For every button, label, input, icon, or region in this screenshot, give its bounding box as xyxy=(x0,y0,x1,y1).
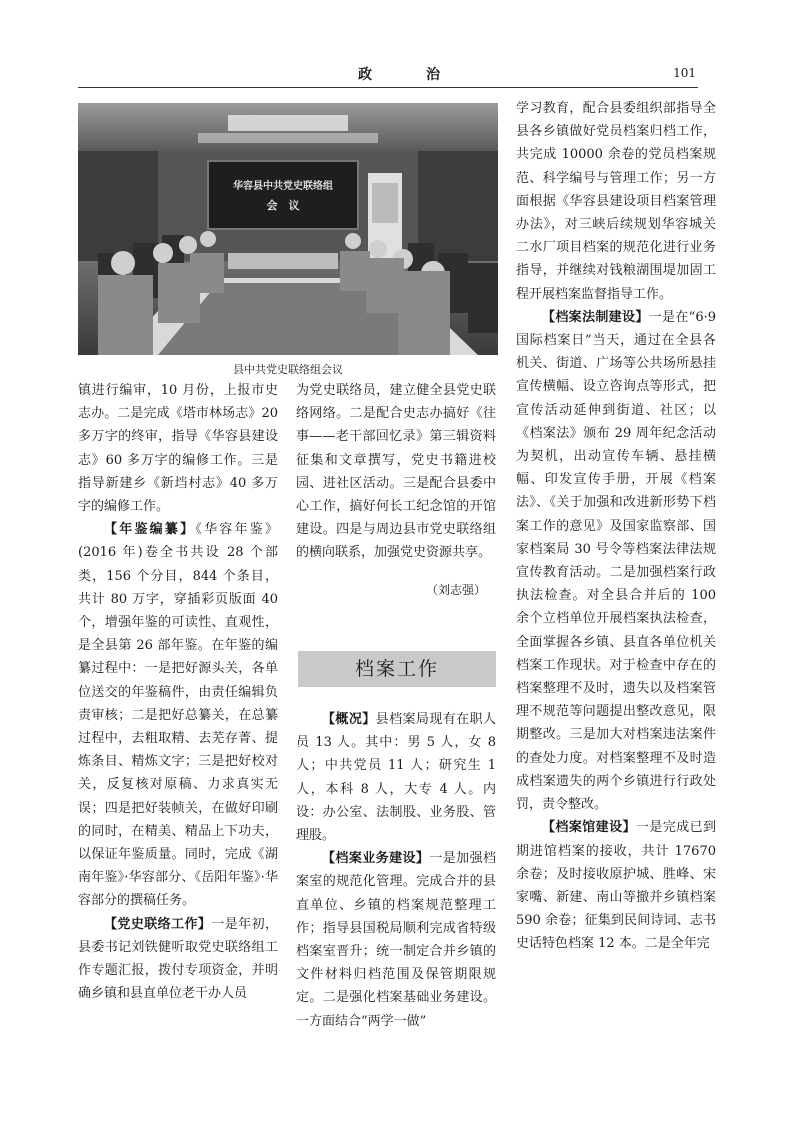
author-signature: （刘志强） xyxy=(425,582,486,597)
photo-banner-line-2: 会 议 xyxy=(266,199,300,212)
text-column-1 xyxy=(78,379,278,1005)
paragraph-text: 《华容年鉴》(2016 年)卷全书共设 28 个部类，156 个分目，844 个条目，共计 80 万字，穿插彩页版面 40 个，增强年鉴的可读性、直观性，是全县第 26 部年鉴。在年鉴的编纂过程中：一是把好源头关，各单位送交的年鉴稿件，由责任编辑负责审核；二是把好总纂关，在总纂过程中，去粗取精、去芜存菁、提炼条目、精炼文字；三是把好校对关，反复核对原稿、力求真实无误；四是把好装帧关，在做好印刷的同时，在精美、精品上下功夫，以保证年鉴质量。同时，完成《湖南年鉴》·华容部分、《岳阳年鉴》·华容部分的撰稿任务。 xyxy=(78,522,278,909)
paragraph-yearbook xyxy=(78,518,278,912)
paragraph-text: 一是在“6·9 国际档案日”当天，通过在全县各机关、街道、广场等公共场所悬挂宣传横幅、设立咨询点等形式，把宣传活动延伸到街道、社区；以《档案法》颁布 29 周年纪念活动为契机，出动宣传车辆、悬挂横幅、印发宣传手册，开展《档案法》、《关于加强和改进新形势下档案工作的意见》及国家监察部、国家档案局 30 号令等档案法律法规宣传教育活动。二是加强档案行政执法检查。对全县合并后的 100 余个立档单位开展档案执法检查，全面掌握各乡镇、县直各单位机关档案工作现状。对于检查中存在的档案整理不及时，遗失以及档案管理不规范等问题提出整改意见，限期整改。三是加大对档案违法案件的查处力度。对档案整理不及时造成档案遗失的两个乡镇进行行政处罚，责令整改。 xyxy=(516,309,716,813)
text-column-2-bottom xyxy=(296,708,496,1033)
section-title-archives: 档案工作 xyxy=(298,651,496,687)
paragraph-archive-business xyxy=(296,847,496,1033)
photo-caption: 县中共党史联络组会议 xyxy=(233,363,343,376)
paragraph-archive-hall xyxy=(516,816,716,955)
paragraph-archive-law xyxy=(516,306,716,816)
paragraph: 为党史联络员，建立健全县党史联络网络。二是配合史志办搞好《往事——老干部回忆录》第三辑资料征集和文章撰写，党史书籍进校园、进社区活动。三是配合县委中心工作，搞好何长工纪念馆的开馆建设。四是与周边县市党史联络组的横向联系，加强党史资源共享。 xyxy=(296,383,496,561)
header-rule xyxy=(78,87,698,88)
paragraph-overview xyxy=(296,708,496,847)
photo-banner-line-1: 华容县中共党史联络组 xyxy=(233,181,333,192)
text-column-3 xyxy=(516,97,716,956)
paragraph: 镇进行编审，10 月份，上报市史志办。二是完成《塔市林场志》20 多万字的终审，指导《华容县建设志》60 多万字的编修工作。三是指导新建乡《新垱村志》40 多万字的编修工作。 xyxy=(78,383,278,515)
paragraph-party-history xyxy=(78,913,278,1006)
running-header xyxy=(78,60,698,86)
subheading-archive-hall: 【档案馆建设】 xyxy=(542,820,636,836)
paragraph-text: 一是年初，县委书记刘铁健听取党史联络组工作专题汇报，拨付专项资金，并明确乡镇和县直单位老干办人员 xyxy=(78,916,278,1002)
subheading-party-history: 【党史联络工作】 xyxy=(104,916,212,932)
subheading-overview: 【概况】 xyxy=(322,712,376,727)
paragraph-text: 一是加强档案室的规范化管理。完成合并的县直单位、乡镇的档案规范整理工作；指导县国税局顺利完成省特级档案室晋升；统一制定合并乡镇的文件材料归档范围及保管期限规定。二是强化档案基础业务建设。一方面结合“两学一做” xyxy=(296,851,496,1029)
subheading-yearbook: 【年鉴编纂】 xyxy=(104,522,196,538)
paragraph-text: 县档案局现有在职人员 13 人。其中：男 5 人，女 8 人；中共党员 11 人；研究生 1 人，本科 8 人，大专 4 人。内设：办公室、法制股、业务股、管理股。 xyxy=(296,712,496,844)
subheading-archive-business: 【档案业务建设】 xyxy=(322,851,430,867)
paragraph-text: 一是完成已到期进馆档案的接收，共计 17670 余卷；及时接收原护城、胜峰、宋家嘴、新建、南山等撤并乡镇档案 590 余卷；征集到民间诗词、志书史话特色档案 12 本。二是全年完 xyxy=(516,820,716,952)
subheading-archive-law: 【档案法制建设】 xyxy=(542,309,649,325)
paragraph: 学习教育，配合县委组织部指导全县各乡镇做好党员档案归档工作，共完成 10000 余卷的党员档案规范、科学编号与管理工作；另一方面根据《华容县建设项目档案管理办法》，对三峡后续规划华容城关二水厂项目档案的规范化进行业务指导，并继续对钱粮湖围堤加固工程开展档案监督指导工作。 xyxy=(516,101,716,302)
text-column-2-top xyxy=(296,379,496,602)
section-running-title: 政 治 xyxy=(358,67,460,83)
meeting-photo xyxy=(78,103,498,355)
page-number: 101 xyxy=(673,66,696,80)
